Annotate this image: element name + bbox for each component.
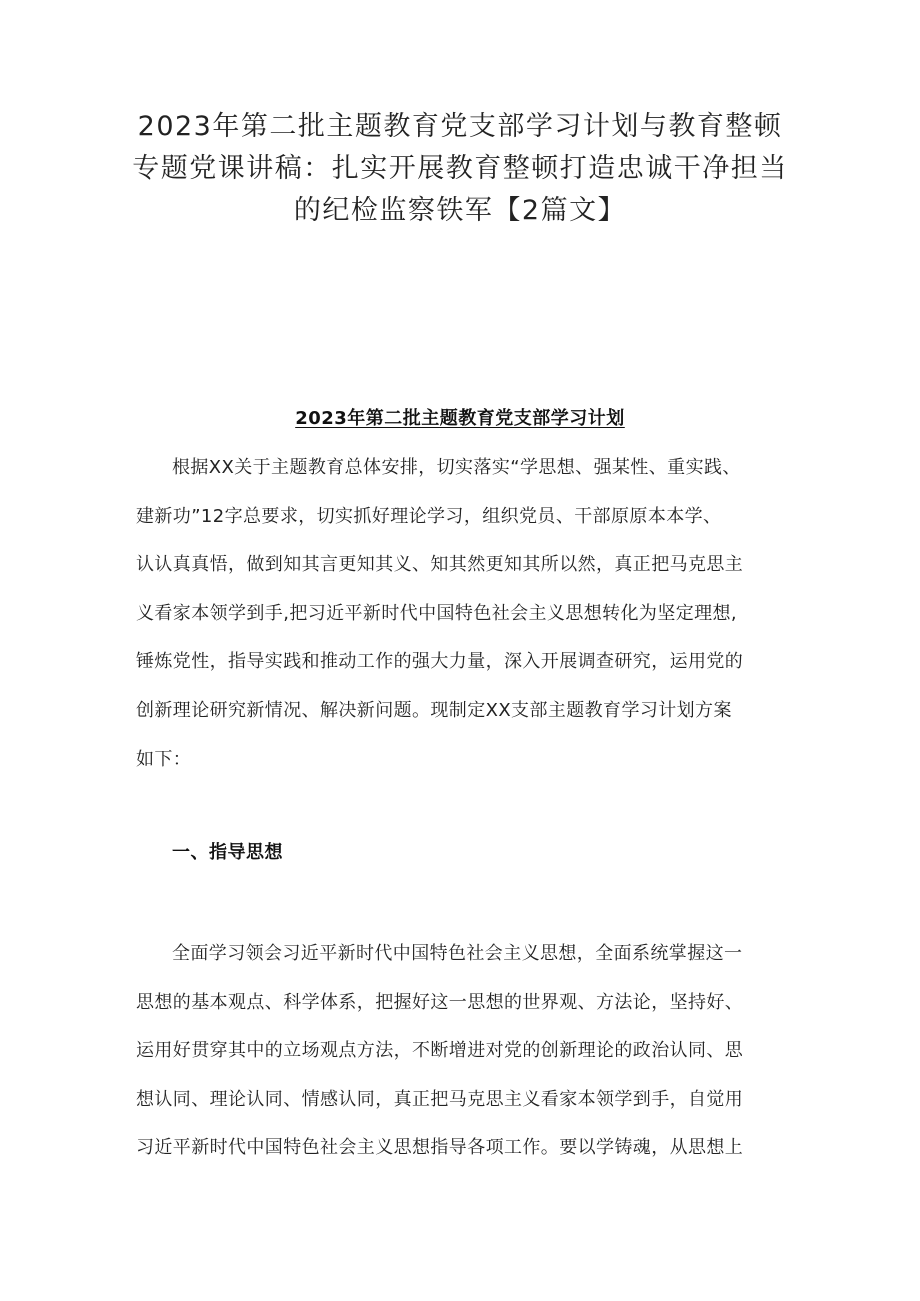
paragraph-line: 认认真真悟，做到知其言更知其义、知其然更知其所以然，真正把马克思主 — [136, 554, 744, 576]
paragraph-line: 根据XX关于主题教育总体安排，切实落实“学思想、强某性、重实践、 — [172, 457, 741, 478]
title-line: 2023年第二批主题教育党支部学习计划与教育整顿 — [137, 111, 783, 142]
paragraph-line: 想认同、理论认同、情感认同，真正把马克思主义看家本领学到手，自觉用 — [136, 1088, 744, 1110]
paragraph-line: 创新理论研究新情况、解决新问题。现制定XX支部主题教育学习计划方案 — [136, 699, 732, 721]
section-heading-text: 2023年第二批主题教育党支部学习计划 — [295, 408, 625, 429]
paragraph-line: 运用好贯穿其中的立场观点方法，不断增进对党的创新理论的政治认同、思 — [136, 1040, 744, 1062]
paragraph-line: 如下： — [136, 748, 192, 770]
title-line: 的纪检监察铁军【2篇文】 — [293, 195, 627, 226]
paragraph-line: 锤炼党性，指导实践和推动工作的强大力量，深入开展调查研究，运用党的 — [136, 651, 744, 673]
paragraph-line: 习近平新时代中国特色社会主义思想指导各项工作。要以学铸魂，从思想上 — [136, 1137, 744, 1159]
title-line: 专题党课讲稿：扎实开展教育整顿打造忠诚干净担当 — [132, 153, 788, 184]
paragraph-guiding-thought — [136, 930, 796, 1173]
section-heading — [0, 404, 920, 430]
paragraph-line: 思想的基本观点、科学体系，把握好这一思想的世界观、方法论，坚持好、 — [136, 991, 744, 1013]
paragraph-line: 全面学习领会习近平新时代中国特色社会主义思想，全面系统掌握这一 — [172, 943, 743, 964]
sub-heading-guiding-thought: 一、指导思想 — [172, 842, 283, 863]
paragraph-line: 建新功”12字总要求，切实抓好理论学习，组织党员、干部原原本本学、 — [136, 505, 722, 527]
paragraph-line: 义看家本领学到手,把习近平新时代中国特色社会主义思想转化为坚定理想, — [136, 602, 738, 624]
paragraph-intro — [136, 444, 796, 784]
document-title — [110, 106, 810, 232]
